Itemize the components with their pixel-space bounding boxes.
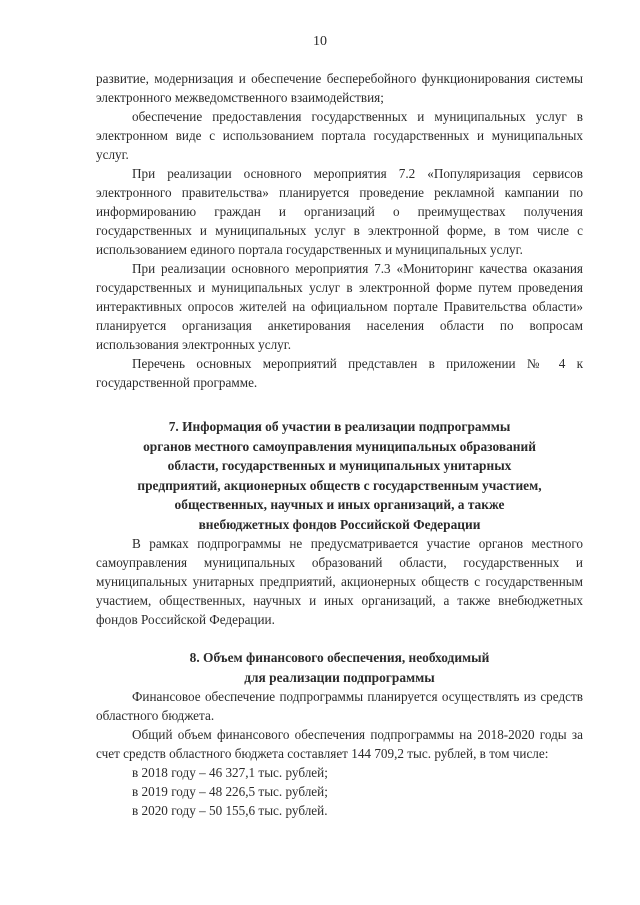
list-item: в 2020 году – 50 155,6 тыс. рублей. <box>132 803 328 818</box>
list-item: в 2018 году – 46 327,1 тыс. рублей; <box>132 765 328 780</box>
intro-paragraph-5: Перечень основных мероприятий представлен в приложении № 4 к государственной программе. <box>96 356 583 390</box>
section-8-heading <box>96 648 583 687</box>
section-7-heading-line-6: внебюджетных фондов Российской Федерации <box>198 516 481 532</box>
section-7-heading-line-4: предприятий, акционерных обществ с государственным участием, <box>137 477 542 493</box>
list-item: в 2019 году – 48 226,5 тыс. рублей; <box>132 784 328 799</box>
section-7-heading-line-2: органов местного самоуправления муниципальных образований <box>143 438 536 454</box>
section-7-heading <box>96 417 583 534</box>
intro-paragraph-3: При реализации основного мероприятия 7.2 «Популяризация сервисов электронного правительства» планируется проведение рекламной кампании по информированию граждан и организаций о преимуществах получения государственных и муниципальных услуг в электронной форме, в том числе с использованием единого портала государственных и муниципальных услуг. <box>96 166 583 257</box>
intro-paragraph-1: развитие, модернизация и обеспечение бесперебойного функционирования системы электронного межведомственного взаимодействия; <box>96 71 583 105</box>
section-7-heading-line-1: 7. Информация об участии в реализации подпрограммы <box>168 419 511 434</box>
section-8-heading-line-1: 8. Объем финансового обеспечения, необходимый <box>189 650 490 665</box>
section-8-paragraph-1: Финансовое обеспечение подпрограммы планируется осуществлять из средств областного бюджета. <box>96 689 583 723</box>
funding-by-year-list <box>96 763 583 820</box>
page-number: 10 <box>313 34 327 49</box>
section-7-heading-line-3: области, государственных и муниципальных унитарных <box>167 458 512 473</box>
intro-paragraph-2: обеспечение предоставления государственных и муниципальных услуг в электронном виде с использованием портала государственных и муниципальных услуг. <box>96 109 583 162</box>
section-8-paragraph-2: Общий объем финансового обеспечения подпрограммы на 2018-2020 годы за счет средств областного бюджета составляет 144 709,2 тыс. рублей, в том числе: <box>96 727 583 761</box>
document-body <box>96 69 583 820</box>
section-8-heading-line-2: для реализации подпрограммы <box>244 669 435 685</box>
intro-paragraph-4: При реализации основного мероприятия 7.3 «Мониторинг качества оказания государственных и муниципальных услуг в электронной форме путем проведения интерактивных опросов жителей на официальном портале Правительства области» планируется организация анкетирования населения области по вопросам использования электронных услуг. <box>96 261 583 352</box>
section-7-heading-line-5: общественных, научных и иных организаций, а также <box>174 497 505 512</box>
section-7-paragraph: В рамках подпрограммы не предусматривается участие органов местного самоуправления муниципальных образований области, государственных и муниципальных унитарных предприятий, акционерных обществ с государственным участием, общественных, научных и иных организаций, а также внебюджетных фондов Российской Федерации. <box>96 536 583 627</box>
